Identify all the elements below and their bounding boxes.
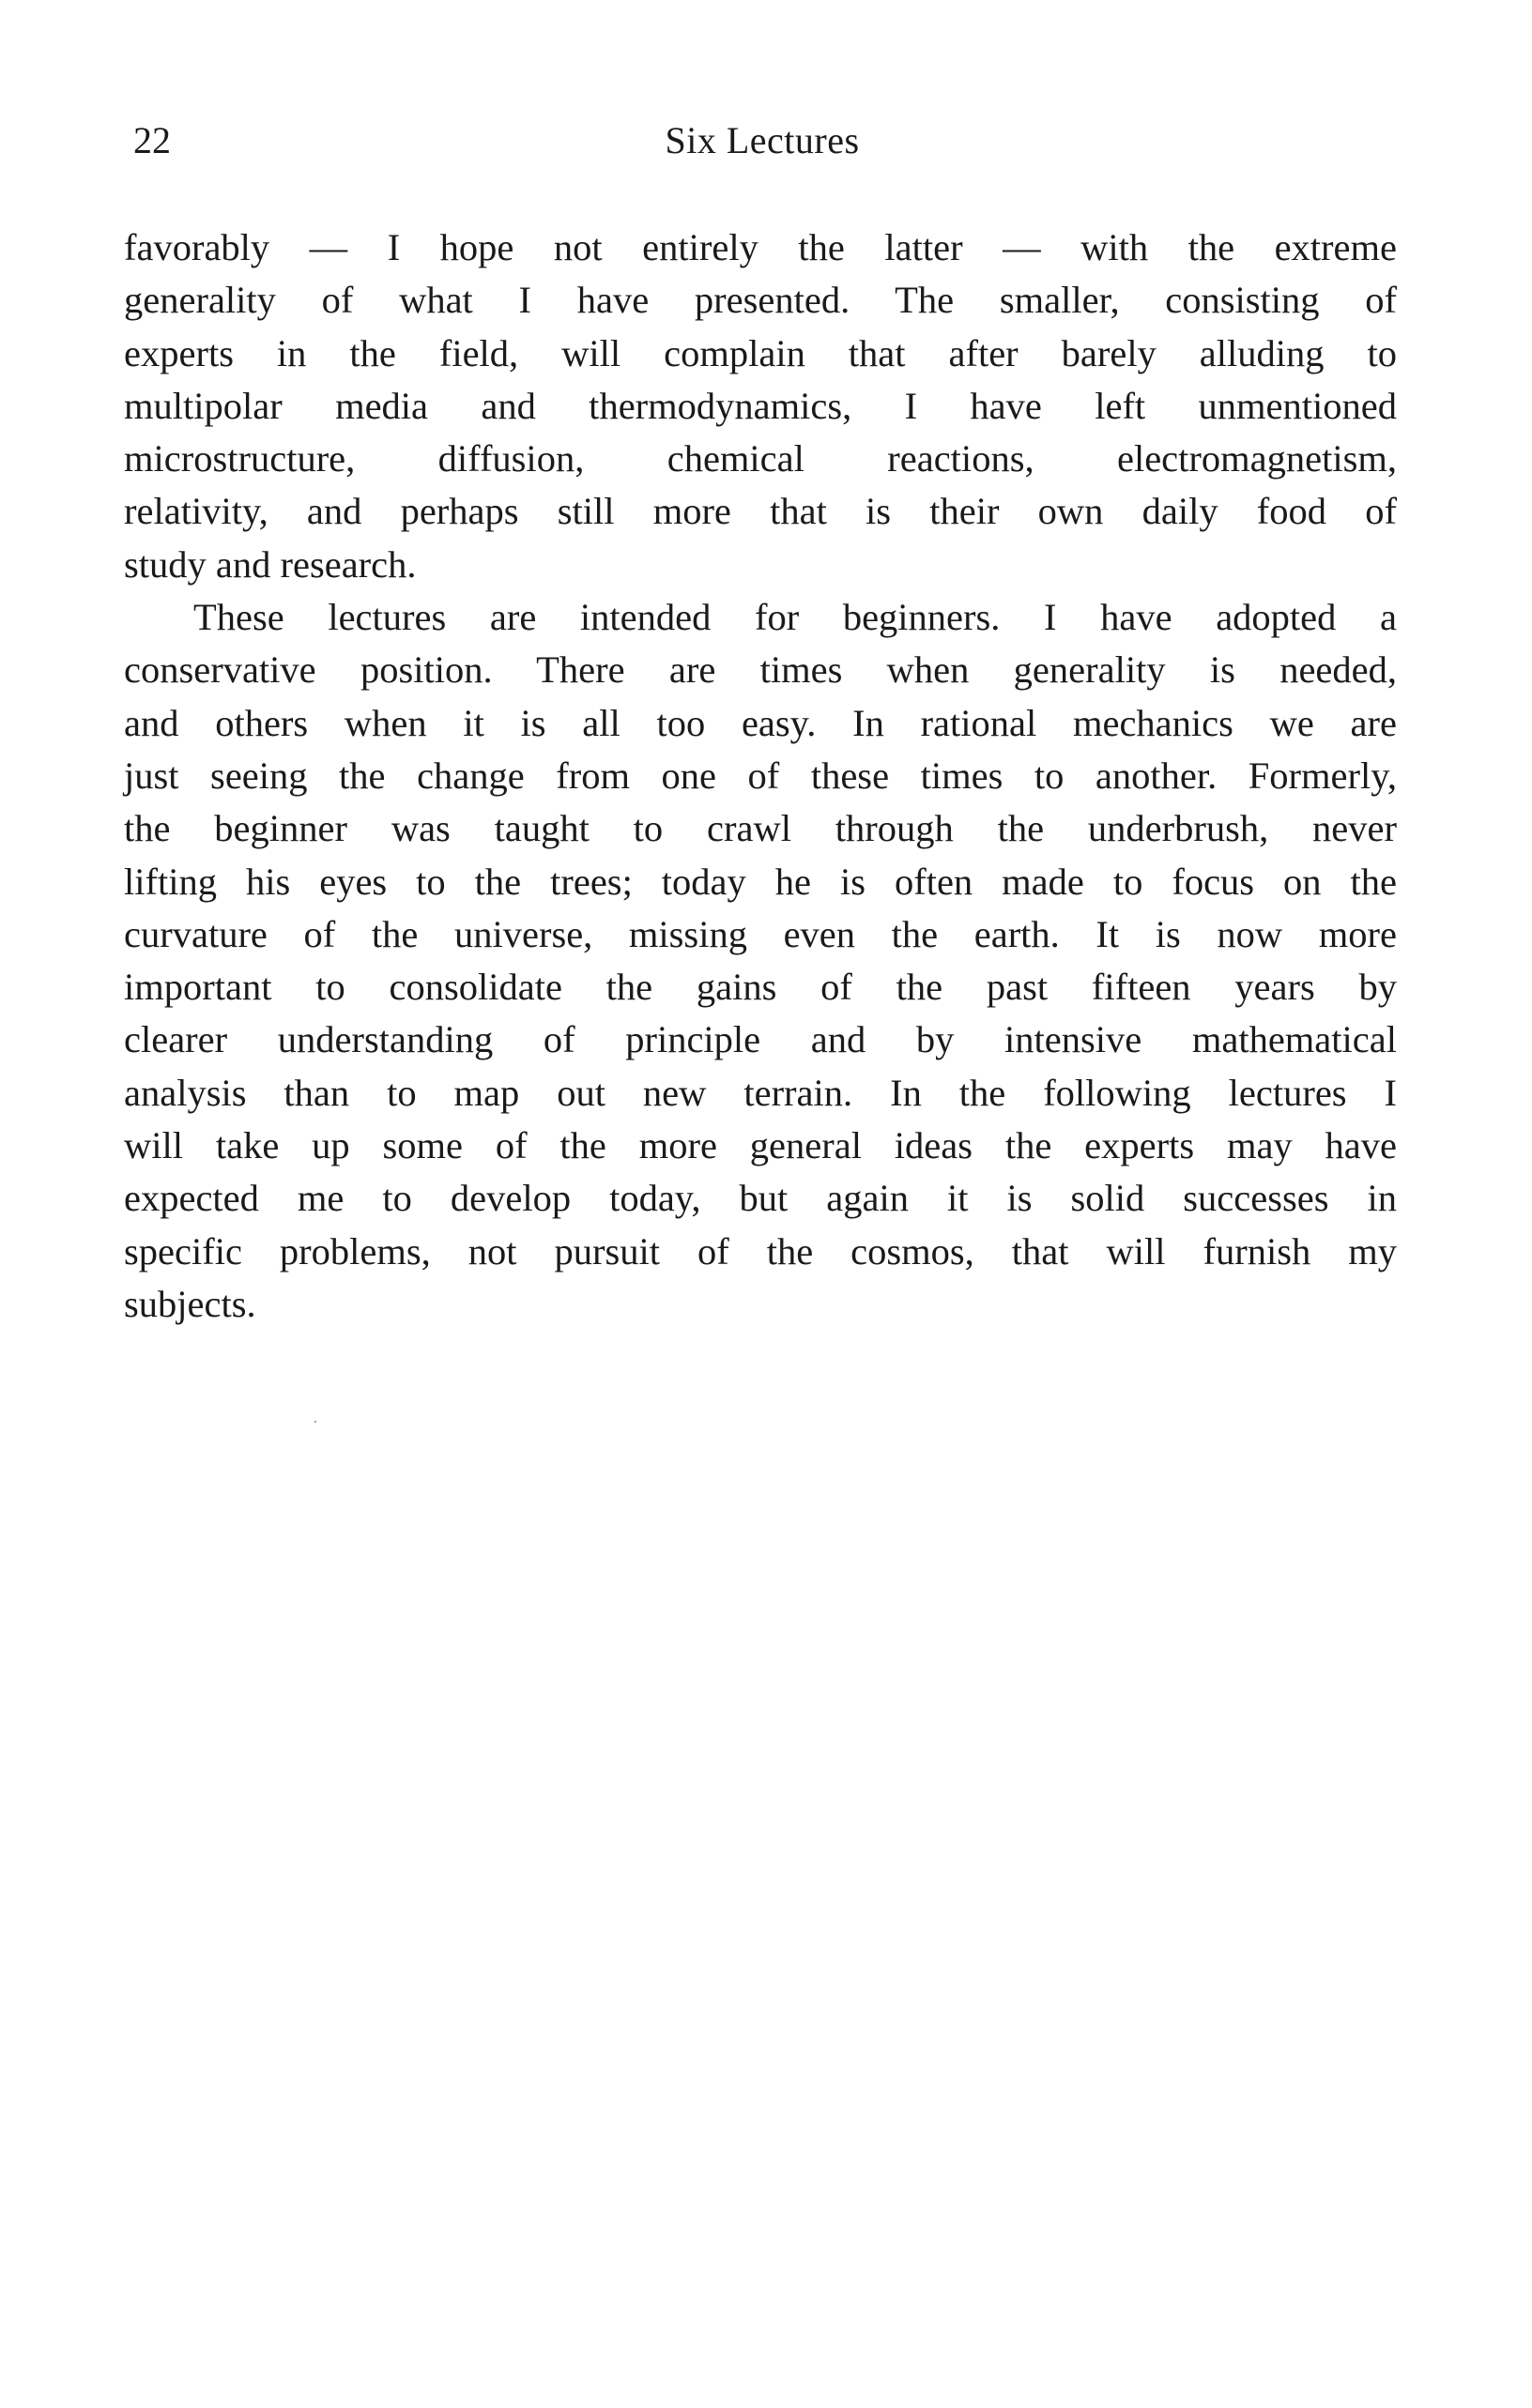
text-line: conservative position. There are times when generality is needed, <box>124 648 1397 692</box>
text-line: analysis than to map out new terrain. In the following lectures I <box>124 1071 1397 1114</box>
paragraph-1 <box>124 221 1397 591</box>
text-line: clearer understanding of principle and by intensive mathematical <box>124 1018 1397 1061</box>
running-head <box>124 113 1401 169</box>
paragraph-2 <box>124 591 1397 1331</box>
text-line: lifting his eyes to the trees; today he is often made to focus on the <box>124 860 1397 903</box>
page-number: 22 <box>133 119 171 161</box>
text-line: multipolar media and thermodynamics, I have left unmentioned <box>124 384 1397 427</box>
text-line: and others when it is all too easy. In rational mechanics we are <box>124 701 1397 744</box>
text-line: microstructure, diffusion, chemical reactions, electromagnetism, <box>124 437 1397 480</box>
text-line: will take up some of the more general ideas the experts may have <box>124 1124 1397 1167</box>
text-line: study and research. <box>124 542 417 586</box>
text-line: These lectures are intended for beginners. I have adopted a <box>193 596 1397 639</box>
text-line: just seeing the change from one of these times to another. Formerly, <box>124 754 1397 797</box>
text-line: expected me to develop today, but again it is solid successes in <box>124 1177 1397 1220</box>
text-line: subjects. <box>124 1282 256 1325</box>
text-line: experts in the field, will complain that after barely alluding to <box>124 331 1397 374</box>
text-line: specific problems, not pursuit of the cosmos, that will furnish my <box>124 1229 1397 1273</box>
text-line: favorably — I hope not entirely the latter — with the extreme <box>124 226 1397 268</box>
text-line: generality of what I have presented. The smaller, consisting of <box>124 279 1397 322</box>
text-line: curvature of the universe, missing even the earth. It is now more <box>124 912 1397 955</box>
body-text <box>124 221 1397 1331</box>
print-speck <box>314 1421 316 1423</box>
text-line: important to consolidate the gains of the past fifteen years by <box>124 966 1397 1009</box>
text-line: the beginner was taught to crawl through the underbrush, never <box>124 807 1397 850</box>
running-title: Six Lectures <box>665 119 860 161</box>
text-line: relativity, and perhaps still more that is their own daily food of <box>124 490 1397 533</box>
